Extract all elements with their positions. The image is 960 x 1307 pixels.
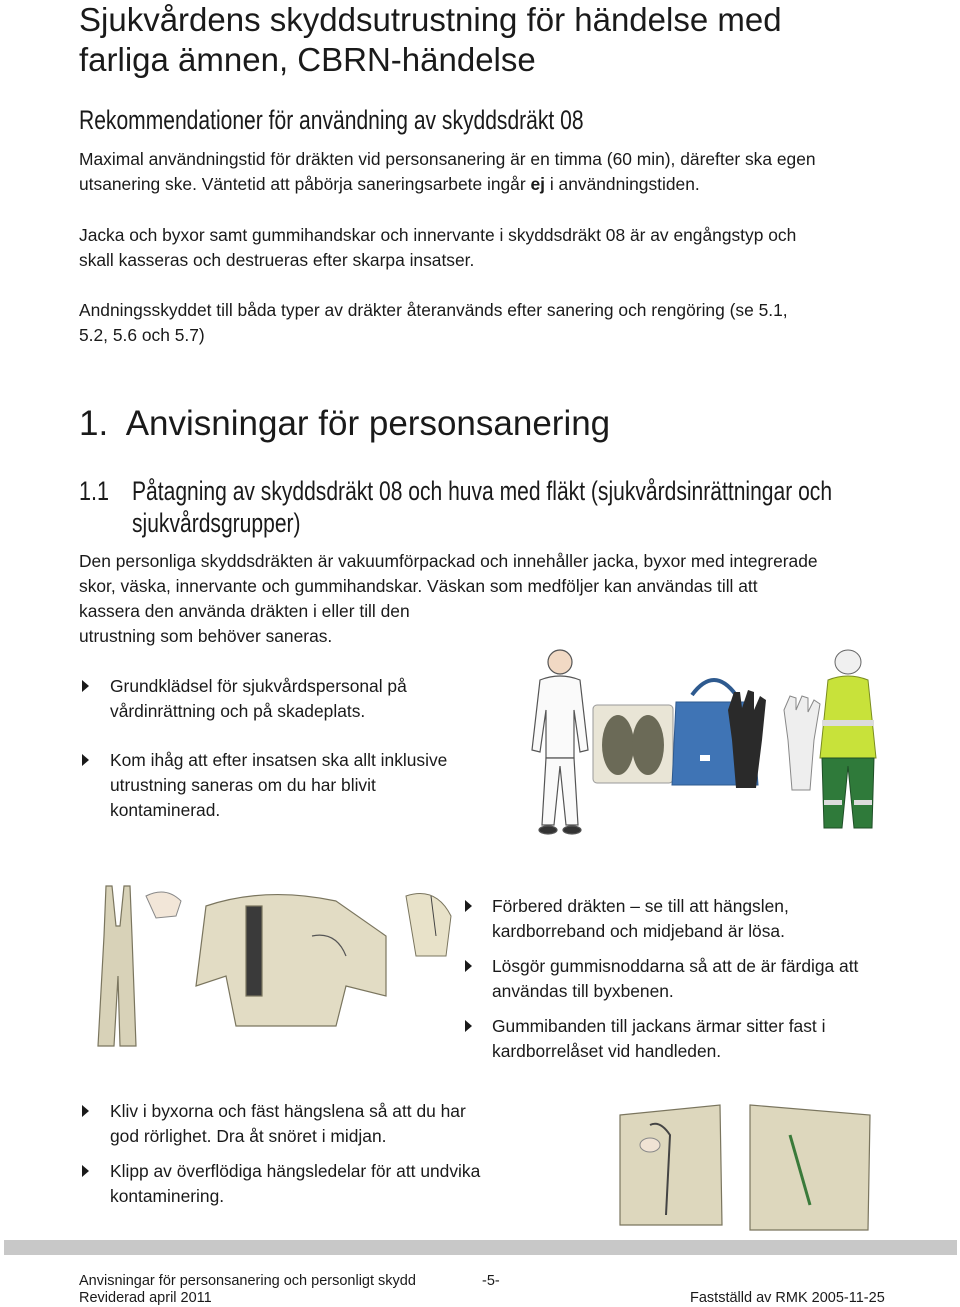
text-span: utsanering ske. Väntetid att påbörja saneringsarbete ingår xyxy=(79,174,531,194)
bullet-line: kardborrelåset vid handleden. xyxy=(492,1041,722,1061)
white-glove-icon xyxy=(784,696,820,790)
bullet-item xyxy=(110,1099,466,1149)
footer-document-title: Anvisningar för personsanering och personligt skydd xyxy=(79,1273,416,1289)
footer-approval: Fastställd av RMK 2005-11-25 xyxy=(690,1290,885,1306)
hand-icon xyxy=(146,892,181,918)
trousers-donning-illustration xyxy=(610,1095,880,1235)
page-title xyxy=(79,0,899,80)
footer-revision: Reviderad april 2011 xyxy=(79,1290,212,1306)
bullet-item xyxy=(492,954,858,1004)
bullet-line: Klipp av överflödiga hängsledelar för att undvika xyxy=(110,1161,481,1181)
bold-text: ej xyxy=(530,174,545,194)
paragraph-line: Andningsskyddet till båda typer av dräkter återanvänds efter sanering och rengöring (se 5.1, xyxy=(79,300,788,320)
bullet-line: användas till byxbenen. xyxy=(492,981,674,1001)
white-clothed-person-icon xyxy=(532,650,588,834)
paragraph-line: skall kasseras och destrueras efter skarpa insatser. xyxy=(79,250,475,270)
paragraph-line: 5.2, 5.6 och 5.7) xyxy=(79,325,205,345)
bullet-line: Grundklädsel för sjukvårdspersonal på xyxy=(110,676,407,696)
trousers-waist-icon xyxy=(620,1105,722,1225)
paragraph-line: skor, väska, innervante och gummihandskar. Väskan som medföljer kan användas till att xyxy=(79,576,758,596)
bullet-arrow-icon xyxy=(465,900,472,912)
bullet-item xyxy=(492,894,789,944)
bullet-line: kontaminering. xyxy=(110,1186,225,1206)
vacuum-package-icon xyxy=(593,705,673,783)
equipment-illustration xyxy=(488,640,888,840)
paragraph-line: Jacka och byxor samt gummihandskar och innervante i skyddsdräkt 08 är av engångstyp och xyxy=(79,225,797,245)
bullet-line: god rörlighet. Dra åt snöret i midjan. xyxy=(110,1126,387,1146)
paragraph-suit-contents xyxy=(79,549,909,649)
paragraph-line: utrustning som behöver saneras. xyxy=(79,626,333,646)
bullet-arrow-icon xyxy=(82,754,89,766)
jacket-icon xyxy=(196,895,386,1026)
subtitle: Rekommendationer för användning av skyddsdräkt 08 xyxy=(79,105,584,135)
paragraph-line: kassera den använda dräkten i eller till den xyxy=(79,601,410,621)
bullet-item xyxy=(110,1159,480,1209)
bullet-arrow-icon xyxy=(82,1165,89,1177)
page-number: -5- xyxy=(482,1273,500,1289)
bullet-line: Förbered dräkten – se till att hängslen, xyxy=(492,896,789,916)
page-title-line2: farliga ämnen, CBRN-händelse xyxy=(79,41,536,78)
sleeve-detail-icon xyxy=(406,894,451,957)
bullet-item xyxy=(110,748,447,823)
suit-preparation-illustration xyxy=(86,876,466,1052)
paragraph-usage-time xyxy=(79,147,909,197)
footer-left xyxy=(79,1273,416,1307)
bullet-line: utrustning saneras om du har blivit xyxy=(110,775,376,795)
bullet-arrow-icon xyxy=(465,1020,472,1032)
paragraph-disposable xyxy=(79,223,909,273)
footer-bar xyxy=(4,1240,957,1255)
paragraph-respirator xyxy=(79,298,909,348)
bullet-line: kontaminerad. xyxy=(110,800,221,820)
page-title-line1: Sjukvårdens skyddsutrustning för händelse med xyxy=(79,1,782,38)
bullet-arrow-icon xyxy=(465,960,472,972)
suspender-cut-icon xyxy=(750,1105,870,1230)
section-heading: 1. Anvisningar för personsanering xyxy=(79,404,611,443)
responder-person-icon xyxy=(820,650,876,828)
bullet-line: Kom ihåg att efter insatsen ska allt inklusive xyxy=(110,750,448,770)
bullet-line: Kliv i byxorna och fäst hängslena så att du har xyxy=(110,1101,466,1121)
paragraph-line: Maximal användningstid för dräkten vid personsanering är en timma (60 min), därefter ska egen xyxy=(79,149,816,169)
text-span: i användningstiden. xyxy=(545,174,700,194)
bullet-arrow-icon xyxy=(82,680,89,692)
bullet-line: kardborreband och midjeband är lösa. xyxy=(492,921,785,941)
subsection-heading-line1: Påtagning av skyddsdräkt 08 och huva med fläkt (sjukvårdsinrättningar och xyxy=(132,476,833,506)
bullet-item xyxy=(110,674,407,724)
paragraph-line: Den personliga skyddsdräkten är vakuumförpackad och innehåller jacka, byxor med integrerade xyxy=(79,551,818,571)
bullet-item xyxy=(492,1014,825,1064)
trousers-with-suspenders-icon xyxy=(98,886,136,1046)
subsection-heading-line2: sjukvårdsgrupper) xyxy=(132,508,301,538)
bullet-arrow-icon xyxy=(82,1105,89,1117)
bullet-line: Gummibanden till jackans ärmar sitter fast i xyxy=(492,1016,826,1036)
paragraph-line xyxy=(79,172,909,197)
bullet-line: vårdinrättning och på skadeplats. xyxy=(110,701,366,721)
subsection-heading xyxy=(132,475,832,539)
subsection-number: 1.1 xyxy=(79,476,110,506)
bullet-line: Lösgör gummisnoddarna så att de är färdiga att xyxy=(492,956,859,976)
